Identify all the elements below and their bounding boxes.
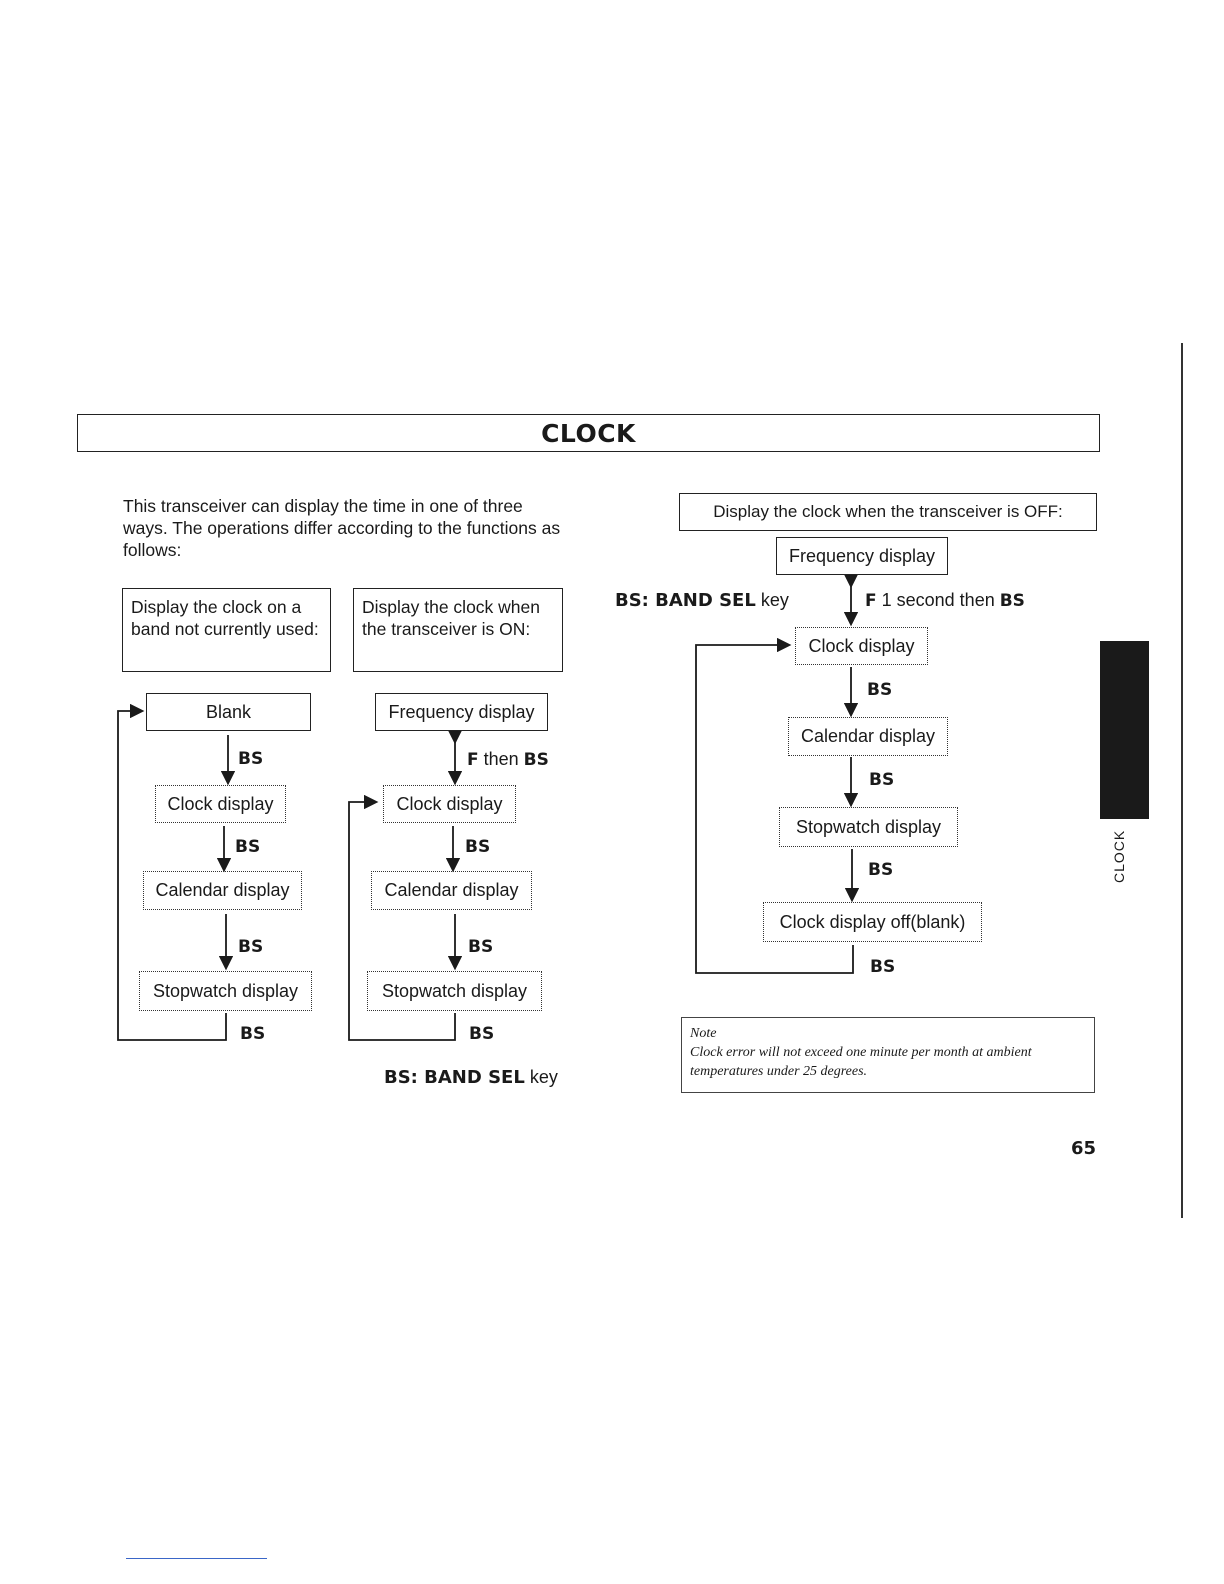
flow-a-calendar-box: Calendar display (143, 871, 302, 910)
flow-b-description: Display the clock when the transceiver is ON: (353, 588, 563, 672)
flow-b-step-label: BS (468, 937, 494, 957)
section-tab-label: CLOCK (1111, 829, 1127, 883)
flow-c-frequency-box: Frequency display (776, 537, 948, 575)
section-tab-marker (1100, 641, 1149, 819)
flow-c-key-legend: BS: BAND SEL key (615, 590, 789, 611)
flow-c-step-label: BS (869, 770, 895, 790)
page-title: CLOCK (541, 418, 636, 448)
note-heading: Note (690, 1026, 717, 1041)
flow-c-stopwatch-box: Stopwatch display (779, 807, 958, 847)
page-title-bar (77, 414, 1100, 452)
flow-a-clock-box: Clock display (155, 785, 286, 823)
page-edge-rule (1181, 343, 1183, 1218)
note-text: Clock error will not exceed one minute per month at ambient temperatures under 25 degrees. (690, 1045, 1032, 1079)
flow-c-clock-box: Clock display (795, 627, 928, 665)
footer-link-underline (126, 1558, 267, 1559)
flow-b-step-label: BS (469, 1024, 495, 1044)
page-number: 65 (1070, 1138, 1096, 1159)
flow-b-first-step-label: F then BS (467, 749, 549, 770)
flow-c-step-label: BS (870, 957, 896, 977)
flow-c-calendar-box: Calendar display (788, 717, 948, 756)
flow-a-step-label: BS (235, 837, 261, 857)
flow-b-clock-box: Clock display (383, 785, 516, 823)
flow-b-calendar-box: Calendar display (371, 871, 532, 910)
flow-a-description: Display the clock on a band not currently used: (122, 588, 331, 672)
flow-a-step-label: BS (238, 749, 264, 769)
flow-b-stopwatch-box: Stopwatch display (367, 971, 542, 1011)
flow-a-stopwatch-box: Stopwatch display (139, 971, 312, 1011)
flow-b-step-label: BS (465, 837, 491, 857)
flow-a-blank-box: Blank (146, 693, 311, 731)
flow-b-frequency-box: Frequency display (375, 693, 548, 731)
intro-paragraph: This transceiver can display the time in one of three ways. The operations differ according to the functions as follows: (123, 496, 561, 560)
flow-c-step-label: BS (868, 860, 894, 880)
flow-c-first-step-label: F 1 second then BS (865, 590, 1025, 611)
flow-a-step-label: BS (240, 1024, 266, 1044)
flow-c-clock-off-box: Clock display off(blank) (763, 902, 982, 942)
flow-a-step-label: BS (238, 937, 264, 957)
note-box (681, 1017, 1095, 1093)
flow-b-key-legend: BS: BAND SEL key (384, 1067, 558, 1088)
flow-c-description: Display the clock when the transceiver is OFF: (679, 493, 1097, 531)
flow-c-step-label: BS (867, 680, 893, 700)
